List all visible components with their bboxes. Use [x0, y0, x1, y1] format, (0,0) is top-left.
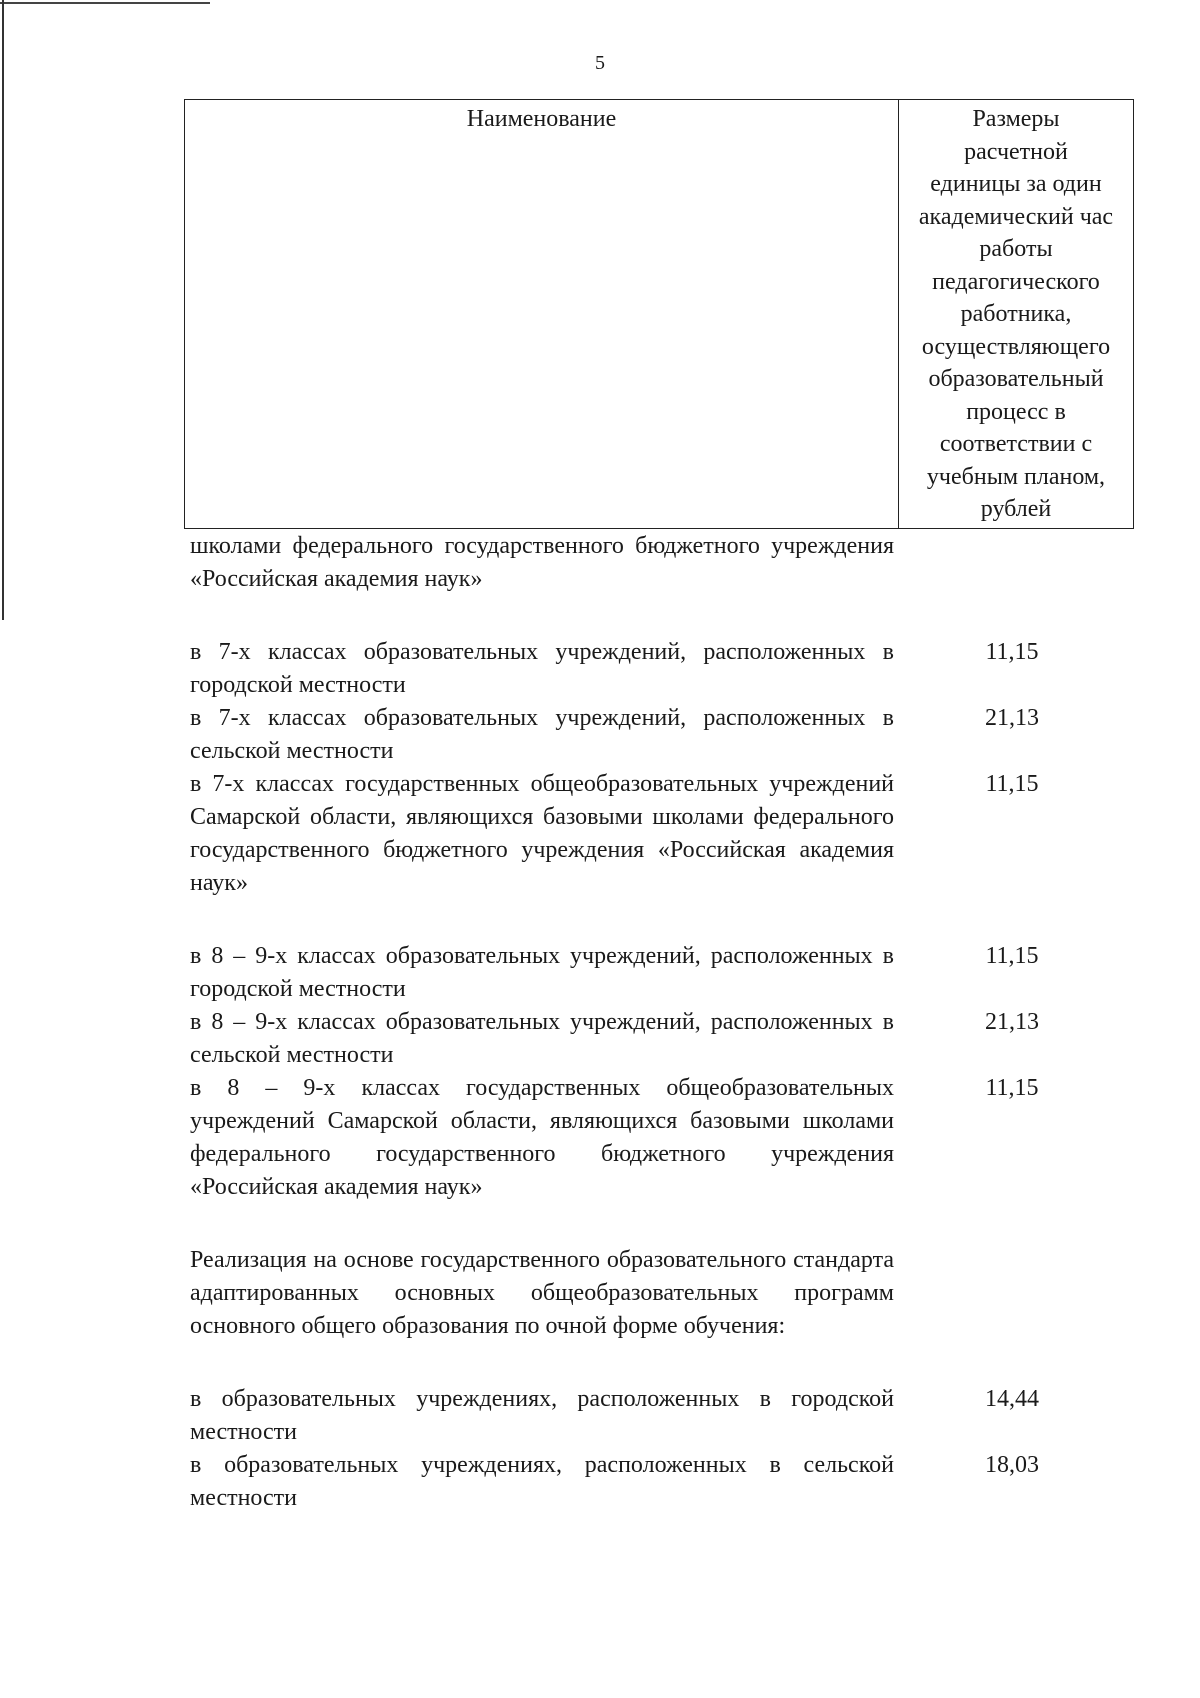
- rate-header-line: рублей: [980, 496, 1052, 522]
- row-name: Реализация на основе государственного образовательного стандарта адаптированных основных общеобразовательных программ основного общего образования по очной форме обучения:: [190, 1247, 894, 1339]
- scan-edge-left: [2, 0, 4, 620]
- rate-header-line: единицы за один: [930, 171, 1102, 197]
- row-value: 11,15: [985, 1075, 1039, 1101]
- rate-header-line: Размеры: [972, 106, 1060, 132]
- rate-header-line: образовательный: [928, 366, 1104, 392]
- table-body: [190, 530, 1130, 1515]
- rate-header-line: процесс в: [966, 398, 1066, 425]
- scan-edge-top: [0, 2, 210, 4]
- rate-header-line: академический час: [918, 203, 1114, 230]
- rate-header-line: осуществляющего: [921, 333, 1111, 360]
- table-row: [190, 1006, 1130, 1072]
- row-value: 18,03: [985, 1452, 1039, 1478]
- rate-header-line: учебным планом,: [926, 463, 1106, 490]
- row-value: 11,15: [985, 943, 1039, 969]
- table-row: [190, 1383, 1130, 1449]
- rate-header-line: соответствии с: [939, 431, 1093, 457]
- row-value: 21,13: [985, 705, 1039, 731]
- table-row: [190, 636, 1130, 702]
- row-name: в 7-х классах образовательных учреждений, расположенных в сельской местности: [190, 705, 894, 764]
- table-header: [184, 99, 1134, 529]
- table-row: [190, 702, 1130, 768]
- row-name: в образовательных учреждениях, расположенных в сельской местности: [190, 1452, 894, 1511]
- rate-header-line: расчетной: [964, 138, 1068, 165]
- table-row: [190, 768, 1130, 900]
- table-row: [190, 1072, 1130, 1204]
- row-value: 21,13: [985, 1009, 1039, 1035]
- row-name: в образовательных учреждениях, расположенных в городской местности: [190, 1386, 894, 1445]
- column-header-name: Наименование: [185, 100, 899, 528]
- table-row: [190, 1244, 1130, 1343]
- rate-header-line: работника,: [960, 301, 1072, 327]
- row-name: в 8 – 9-х классах государственных общеобразовательных учреждений Самарской области, являющихся базовыми школами федерального государственного бюджетного учреждения «Российская академия наук»: [190, 1075, 894, 1200]
- row-name: школами федерального государственного бюджетного учреждения «Российская академия наук»: [190, 533, 894, 592]
- row-name: в 8 – 9-х классах образовательных учреждений, расположенных в городской местности: [190, 943, 894, 1002]
- table-row: [190, 1449, 1130, 1515]
- row-value: 11,15: [985, 639, 1039, 665]
- row-value: 11,15: [985, 771, 1039, 797]
- row-name: в 7-х классах государственных общеобразовательных учреждений Самарской области, являющихся базовыми школами федерального государственного бюджетного учреждения «Российская академия наук»: [190, 771, 894, 896]
- row-name: в 7-х классах образовательных учреждений, расположенных в городской местности: [190, 639, 894, 698]
- rate-header-line: педагогического: [932, 268, 1100, 295]
- row-value: 14,44: [985, 1386, 1039, 1412]
- table-row: [190, 530, 1130, 596]
- column-header-rate: [899, 100, 1133, 528]
- table-row: [190, 940, 1130, 1006]
- page-number: 5: [595, 52, 605, 74]
- row-name: в 8 – 9-х классах образовательных учреждений, расположенных в сельской местности: [190, 1009, 894, 1068]
- rate-header-line: работы: [979, 236, 1053, 262]
